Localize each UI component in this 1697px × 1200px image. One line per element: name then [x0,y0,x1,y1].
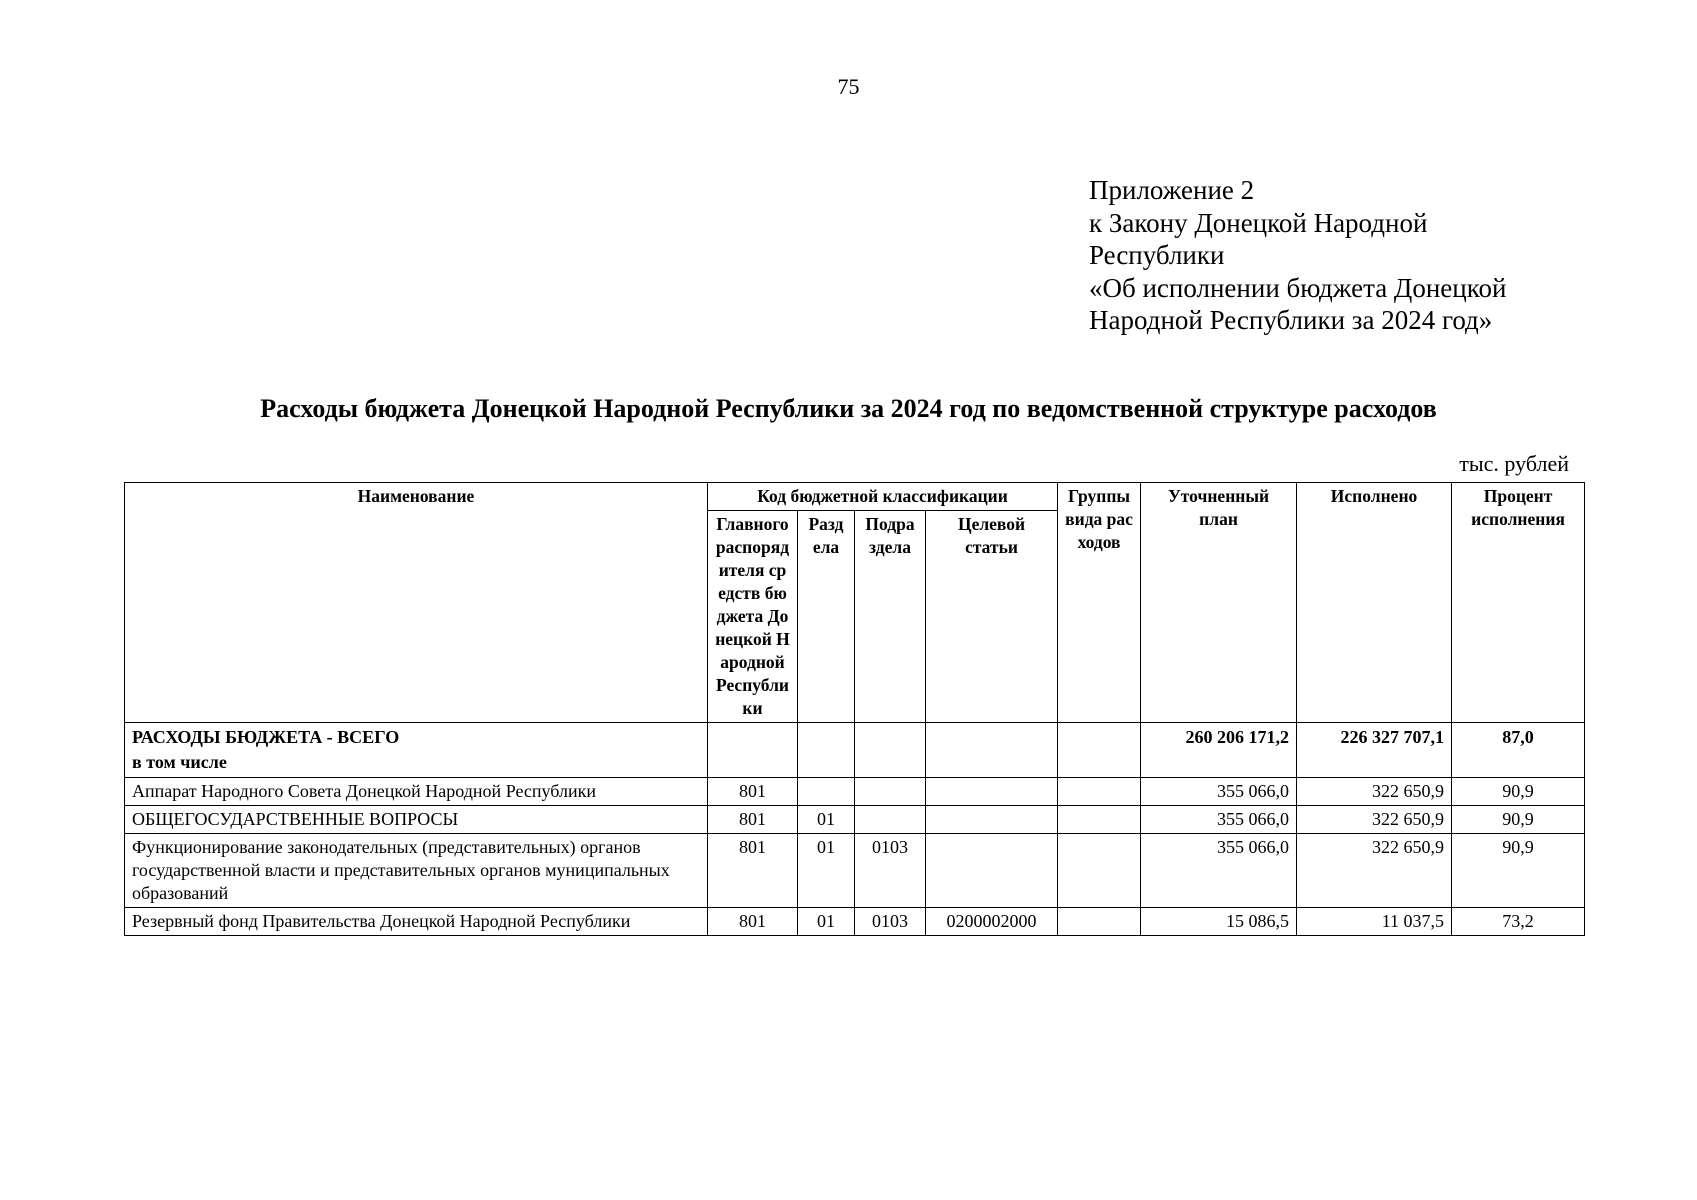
row-target [926,834,1058,908]
total-percent: 87,0 [1452,723,1585,778]
row-plan: 355 066,0 [1141,806,1297,834]
row-percent: 90,9 [1452,806,1585,834]
appendix-line: «Об исполнении бюджета Донецкой [1089,272,1507,303]
table-row [125,834,1585,908]
header-main-manager: Главного распорядителя средств бюджета Донецкой Народной Республики [708,511,798,723]
appendix-note [1089,174,1506,337]
table-row [125,806,1585,834]
header-row [125,483,1585,511]
table-cell [798,723,855,778]
row-section: 01 [798,908,855,936]
row-executed: 11 037,5 [1297,908,1452,936]
total-name: РАСХОДЫ БЮДЖЕТА - ВСЕГО [132,727,400,747]
row-name: Резервный фонд Правительства Донецкой Народной Республики [125,908,708,936]
row-vr [1058,778,1141,806]
row-executed: 322 650,9 [1297,778,1452,806]
appendix-line: Народной Республики за 2024 год» [1089,305,1493,335]
row-section: 01 [798,806,855,834]
budget-table [124,482,1585,936]
row-subsection [855,778,926,806]
header-executed: Исполнено [1297,483,1452,723]
row-vr [1058,908,1141,936]
document-title: Расходы бюджета Донецкой Народной Республики за 2024 год по ведомственной структуре расходов [260,394,1437,423]
table-cell [855,723,926,778]
row-plan: 355 066,0 [1141,834,1297,908]
row-name: Функционирование законодательных (представительных) органов государственной власти и представительных органов муниципальных образований [125,834,708,908]
appendix-line: Республики [1089,240,1225,270]
page-number: 75 [837,74,860,99]
header-code-group: Код бюджетной классификации [708,483,1058,511]
row-percent: 90,9 [1452,778,1585,806]
row-target [926,806,1058,834]
table-row [125,778,1585,806]
units-label: тыс. рублей [1459,451,1569,476]
header-expense-type: Группы вида расходов [1058,483,1141,723]
appendix-line: к Закону Донецкой Народной [1089,207,1428,238]
header-plan: Уточненный план [1141,483,1297,723]
row-target [926,778,1058,806]
row-section: 01 [798,834,855,908]
appendix-line: Приложение 2 [1089,175,1255,205]
row-subsection: 0103 [855,834,926,908]
row-executed: 322 650,9 [1297,834,1452,908]
row-gr: 801 [708,834,798,908]
row-name: ОБЩЕГОСУДАРСТВЕННЫЕ ВОПРОСЫ [125,806,708,834]
table-row [125,908,1585,936]
row-gr: 801 [708,908,798,936]
header-target: Целевой статьи [926,511,1058,723]
row-vr [1058,806,1141,834]
header-percent: Процент исполнения [1452,483,1585,723]
header-section: Раздела [798,511,855,723]
header-name: Наименование [125,483,708,723]
row-vr [1058,834,1141,908]
row-percent: 73,2 [1452,908,1585,936]
total-executed: 226 327 707,1 [1297,723,1452,778]
total-name-cell [125,723,708,778]
table-cell [708,723,798,778]
row-target: 0200002000 [926,908,1058,936]
row-section [798,778,855,806]
row-plan: 15 086,5 [1141,908,1297,936]
row-executed: 322 650,9 [1297,806,1452,834]
total-plan: 260 206 171,2 [1141,723,1297,778]
row-gr: 801 [708,778,798,806]
total-row [125,723,1585,778]
row-percent: 90,9 [1452,834,1585,908]
table-cell [926,723,1058,778]
table-cell [1058,723,1141,778]
total-sub: в том числе [132,752,227,772]
row-plan: 355 066,0 [1141,778,1297,806]
header-subsection: Подраздела [855,511,926,723]
row-gr: 801 [708,806,798,834]
row-subsection: 0103 [855,908,926,936]
row-name: Аппарат Народного Совета Донецкой Народной Республики [125,778,708,806]
row-subsection [855,806,926,834]
